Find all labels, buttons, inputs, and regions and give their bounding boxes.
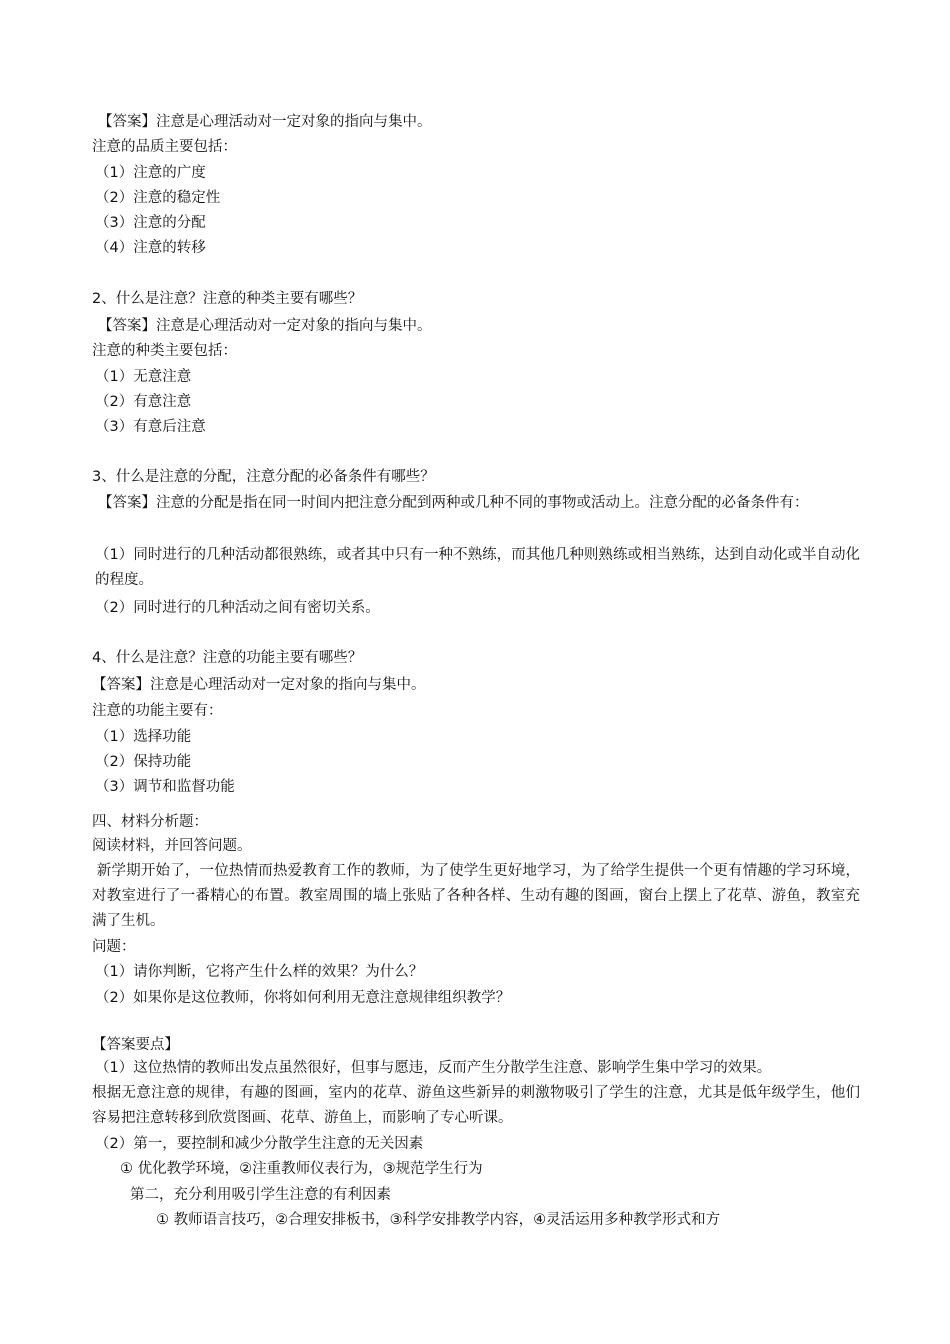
list-item: （1）注意的广度 [95,165,206,181]
answer-subpoint-heading: 第二，充分利用吸引学生注意的有利因素 [130,1187,391,1203]
list-item: （3）注意的分配 [95,215,206,231]
answer-subpoint: ① 优化教学环境，②注重教师仪表行为，③规范学生行为 [120,1161,483,1177]
answer-text: 【答案】注意是心理活动对一定对象的指向与集中。 [92,677,426,693]
question-heading: 2、什么是注意？注意的种类主要有哪些？ [92,291,363,307]
list-intro: 注意的功能主要有： [92,703,223,719]
list-item: （2）注意的稳定性 [95,190,221,206]
question-heading: 4、什么是注意？注意的功能主要有哪些？ [92,650,363,666]
list-intro: 注意的种类主要包括： [92,343,237,359]
section-heading: 四、材料分析题： [92,814,208,830]
list-item: （2）同时进行的几种活动之间有密切关系。 [95,600,380,616]
question-item: （1）请你判断，它将产生什么样的效果？为什么？ [95,964,424,980]
list-item: （2）保持功能 [95,754,192,770]
list-item: （1）选择功能 [95,729,192,745]
list-item: （3）有意后注意 [95,419,206,435]
list-item: （1）无意注意 [95,369,192,385]
question-heading: 3、什么是注意的分配，注意分配的必备条件有哪些？ [92,469,435,485]
material-paragraph: 新学期开始了，一位热情而热爱教育工作的教师，为了使学生更好地学习，为了给学生提供一个更有情趣的学习环境，对教室进行了一番精心的布置。教室周围的墙上张贴了各种各样、生动有趣的图画，窗台上摆上了花草、游鱼，教室充满了生机。 [92,863,861,929]
list-item: （1）同时进行的几种活动都很熟练，或者其中只有一种不熟练，而其他几种则熟练或相当熟练，达到自动化或半自动化的程度。 [95,547,860,588]
answer-point-continuation: 根据无意注意的规律，有趣的图画，室内的花草、游鱼这些新异的刺激物吸引了学生的注意，尤其是低年级学生，他们容易把注意转移到欣赏图画、花草、游鱼上，而影响了专心听课。 [92,1085,860,1126]
answer-text: 【答案】注意的分配是指在同一时间内把注意分配到两种或几种不同的事物或活动上。注意分配的必备条件有： [98,495,809,511]
answer-text: 【答案】注意是心理活动对一定对象的指向与集中。 [98,318,432,334]
answer-point: （2）第一，要控制和减少分散学生注意的无关因素 [95,1136,424,1152]
questions-label: 问题： [92,939,136,955]
list-item: （4）注意的转移 [95,240,206,256]
instruction-text: 阅读材料，并回答问题。 [92,838,252,854]
answer-points-label: 【答案要点】 [92,1037,179,1053]
answer-text: 【答案】注意是心理活动对一定对象的指向与集中。 [98,114,432,130]
list-item: （2）有意注意 [95,394,192,410]
list-intro: 注意的品质主要包括： [92,139,237,155]
answer-point: （1）这位热情的教师出发点虽然很好，但事与愿违，反而产生分散学生注意、影响学生集中学习的效果。 [95,1060,772,1076]
list-item: （3）调节和监督功能 [95,779,235,795]
question-item: （2）如果你是这位教师，你将如何利用无意注意规律组织教学？ [95,990,511,1006]
answer-subpoint: ① 教师语言技巧，②合理安排板书，③科学安排教学内容，④灵活运用多种教学形式和方 [156,1212,721,1228]
